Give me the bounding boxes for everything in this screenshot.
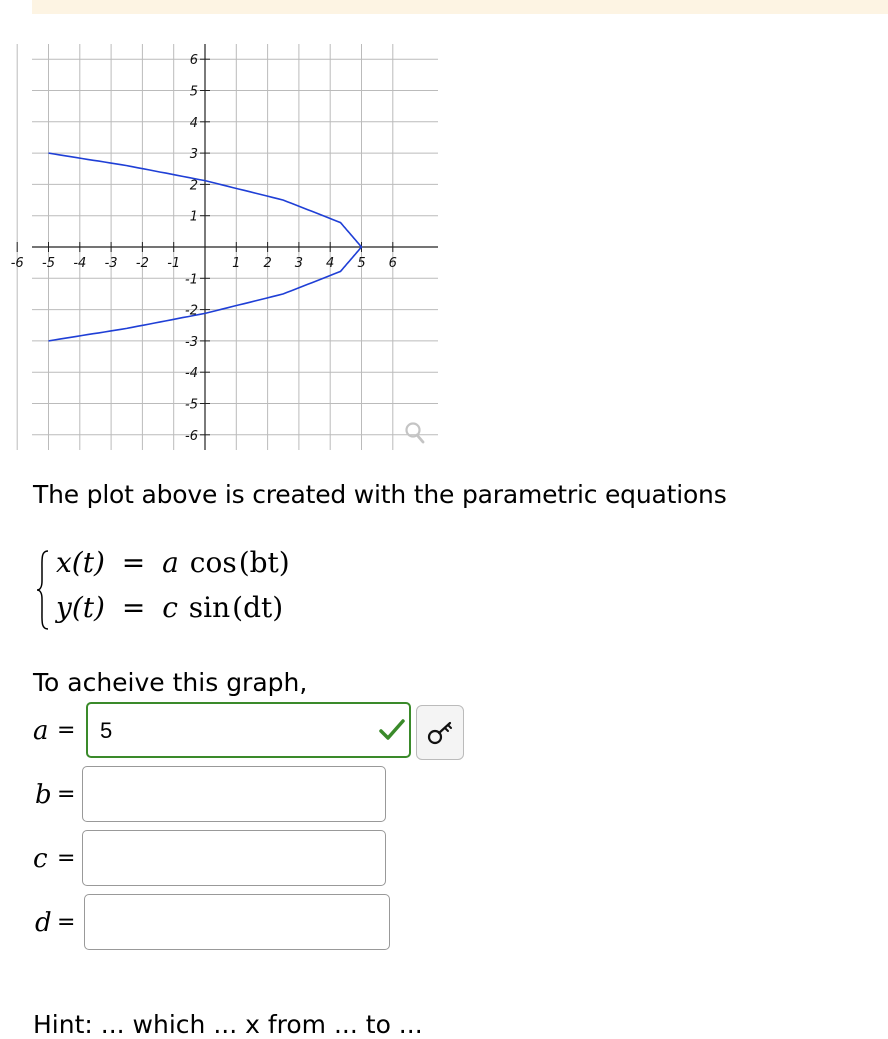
y-tick-label: -2: [185, 303, 198, 319]
checkmark-icon: [379, 718, 405, 742]
field-equals-c: =: [57, 846, 76, 871]
problem-prompt: The plot above is created with the parametric equations: [33, 480, 727, 509]
x-lhs: x(t): [56, 546, 105, 579]
show-answer-button[interactable]: [416, 705, 464, 760]
x-tick-label: -5: [42, 256, 55, 271]
x-tick-label: -1: [167, 256, 181, 271]
y-tick-label: 4: [189, 115, 198, 131]
x-tick-label: -3: [104, 256, 118, 271]
x-tick-label: 5: [357, 256, 366, 271]
y-tick-label: -4: [185, 366, 198, 382]
parametric-graph[interactable]: [10, 42, 440, 452]
y-tick-label: -5: [185, 397, 198, 413]
previous-section-band: [32, 0, 888, 14]
x-coefficient: a: [162, 546, 179, 579]
field-label-a: a: [33, 716, 49, 746]
y-tick-label: -6: [185, 428, 198, 444]
field-row-a: [33, 702, 473, 760]
y-function: sin: [188, 591, 231, 624]
answer-input-b[interactable]: [82, 766, 386, 822]
y-equals: =: [121, 591, 146, 624]
x-tick-label: -2: [135, 256, 149, 271]
left-brace: [36, 550, 50, 630]
answer-input-a[interactable]: 5: [86, 702, 411, 758]
y-argument: (dt): [232, 591, 284, 624]
x-tick-label: -6: [10, 256, 24, 271]
field-equals-b: =: [57, 782, 76, 807]
hint-text-cut-off: Hint: ... which ... x from ... to ...: [33, 1010, 423, 1039]
field-label-b: b: [35, 780, 52, 810]
x-tick-label: 2: [263, 256, 272, 271]
x-tick-label: -4: [73, 256, 87, 271]
field-row-b: [33, 766, 473, 824]
field-equals-d: =: [57, 910, 76, 935]
y-tick-label: 6: [189, 53, 198, 69]
answer-input-d[interactable]: [84, 894, 390, 950]
answer-input-c[interactable]: [82, 830, 386, 886]
x-equals: =: [121, 546, 146, 579]
field-row-d: [33, 894, 473, 952]
key-icon: [426, 719, 456, 747]
x-function: cos: [189, 546, 237, 579]
field-label-c: c: [33, 844, 48, 874]
y-equation: [56, 591, 283, 624]
x-tick-label: 6: [388, 256, 397, 271]
y-tick-label: 5: [189, 84, 198, 100]
y-coefficient: c: [162, 591, 178, 624]
field-row-c: [33, 830, 473, 888]
x-tick-label: 3: [294, 256, 304, 271]
x-tick-label: 4: [326, 256, 335, 271]
y-tick-label: -3: [185, 334, 198, 350]
x-equation: [56, 546, 290, 579]
y-tick-label: 3: [189, 147, 198, 163]
y-tick-label: 1: [189, 209, 198, 225]
instructions-text: To acheive this graph,: [33, 668, 308, 697]
x-tick-label: 1: [232, 256, 241, 271]
y-tick-label: -1: [185, 272, 198, 288]
field-label-d: d: [35, 908, 52, 938]
field-equals-a: =: [57, 718, 76, 743]
y-tick-label: 2: [189, 178, 198, 194]
y-lhs: y(t): [56, 591, 105, 624]
x-argument: (bt): [238, 546, 290, 579]
